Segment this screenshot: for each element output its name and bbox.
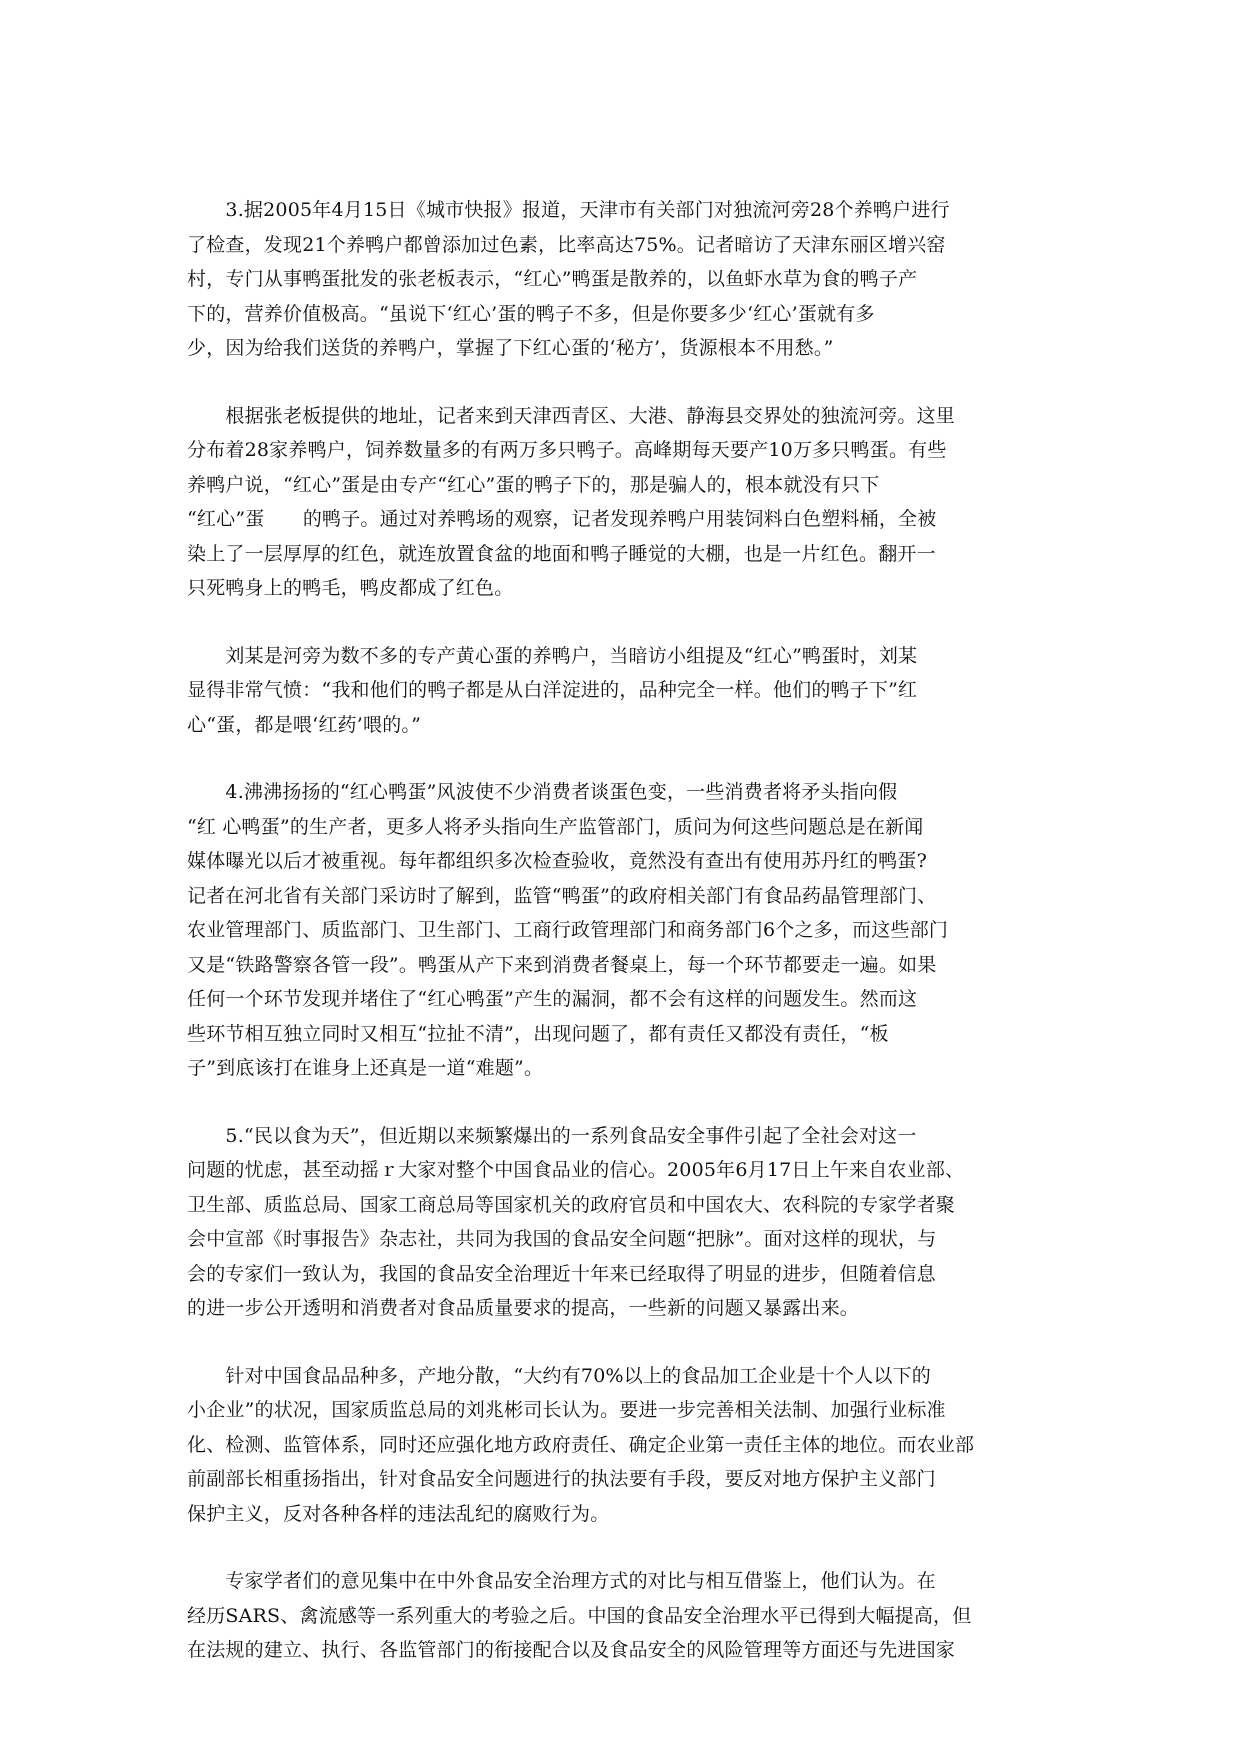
- text-line: 根据张老板提供的地址，记者来到天津西青区、大港、静海县交界处的独流河旁。这里: [187, 404, 956, 427]
- text-line: 染上了一层厚厚的红色，就连放置食盆的地面和鸭子睡觉的大棚，也是一片红色。翻开一: [187, 542, 936, 565]
- paragraph-spacer: [187, 742, 1047, 775]
- text-line: 小企业”的状况，国家质监总局的刘兆彬司长认为。要进一步完善相关法制、加强行业标准: [187, 1399, 946, 1421]
- text-line: 媒体曝光以后才被重视。每年都组织多次检查验收，竟然没有查出有使用苏丹红的鸭蛋?: [187, 850, 927, 872]
- text-line: 显得非常气愤：“我和他们的鸭子都是从白洋淀进的，品种完全一样。他们的鸭子下”红: [187, 679, 918, 701]
- paragraph-food-variety: [187, 1359, 1047, 1532]
- text-line: 保护主义，反对各种各样的违法乱纪的腐败行为。: [187, 1502, 610, 1525]
- paragraph-spacer: [187, 1086, 1047, 1119]
- paragraph-experts: [187, 1564, 1047, 1668]
- text-line: 刘某是河旁为数不多的专产黄心蛋的养鸭户，当暗访小组提及“红心”鸭蛋时，刘某: [187, 644, 918, 667]
- paragraph-zhang-address: [187, 399, 1047, 606]
- text-line: 农业管理部门、质监部门、卫生部门、工商行政管理部门和商务部门6个之多，而这些部门: [187, 919, 949, 941]
- text-line: 些环节相互独立同时又相互“拉扯不清”，出现问题了，都有责任又都没有责任，“板: [187, 1022, 889, 1045]
- text-line: 的进一步公开透明和消费者对食品质量要求的提高，一些新的问题又暴露出来。: [187, 1297, 860, 1319]
- text-line: 5.“民以食为天”，但近期以来频繁爆出的一系列食品安全事件引起了全社会对这一: [187, 1124, 917, 1147]
- text-line: 下的，营养价值极高。“虽说下‘红心’蛋的鸭子不多，但是你要多少‘红心’蛋就有多: [187, 302, 875, 325]
- paragraph-item-4: [187, 775, 1047, 1086]
- paragraph-spacer: [187, 606, 1047, 639]
- text-line: 心“蛋，都是喂‘红药’喂的。”: [187, 713, 422, 736]
- text-line: 在法规的建立、执行、各监管部门的衔接配合以及食品安全的风险管理等方面还与先进国家: [187, 1639, 956, 1661]
- paragraph-spacer: [187, 366, 1047, 399]
- text-line: 化、检测、监管体系，同时还应强化地方政府责任、确定企业第一责任主体的地位。而农业部: [187, 1433, 975, 1456]
- paragraph-item-5: [187, 1119, 1047, 1326]
- text-line: 3.据2005年4月15日《城市快报》报道，天津市有关部门对独流河旁28个养鸭户进行: [187, 199, 950, 221]
- text-line: 任何一个环节发现并堵住了“红心鸭蛋”产生的漏洞，都不会有这样的问题发生。然而这: [187, 988, 918, 1010]
- text-line: 卫生部、质监总局、国家工商总局等国家机关的政府官员和中国农大、农科院的专家学者聚: [187, 1193, 956, 1216]
- text-line: 少，因为给我们送货的养鸭户，掌握了下红心蛋的‘秘方’，货源根本不用愁。”: [187, 337, 834, 359]
- text-line: 只死鸭身上的鸭毛，鸭皮都成了红色。: [187, 577, 514, 599]
- paragraph-item-3: [187, 193, 1047, 366]
- text-line: 子”到底该打在谁身上还真是一道“难题”。: [187, 1057, 544, 1079]
- text-line: 4.沸沸扬扬的“红心鸭蛋”风波使不少消费者谈蛋色变，一些消费者将矛头指向假: [187, 781, 898, 803]
- text-line: 专家学者们的意见集中在中外食品安全治理方式的对比与相互借鉴上，他们认为。在: [187, 1570, 936, 1592]
- document-page: [187, 193, 1047, 1668]
- text-line: 针对中国食品品种多，产地分散，“大约有70%以上的食品加工企业是十个人以下的: [187, 1364, 931, 1387]
- text-line: 前副部长相重扬指出，针对食品安全问题进行的执法要有手段，要反对地方保护主义部门: [187, 1468, 936, 1490]
- paragraph-spacer: [187, 1326, 1047, 1359]
- text-line: 经历SARS、禽流感等一系列重大的考验之后。中国的食品安全治理水平已得到大幅提高，但: [187, 1604, 972, 1627]
- text-line: 记者在河北省有关部门采访时了解到，监管“鸭蛋”的政府相关部门有食品药晶管理部门、: [187, 884, 937, 907]
- text-line: 村，专门从事鸭蛋批发的张老板表示，“红心”鸭蛋是散养的，以鱼虾水草为食的鸭子产: [187, 268, 918, 290]
- text-line: 会中宣部《时事报告》杂志社，共同为我国的食品安全问题“把脉”。面对这样的现状，与: [187, 1228, 937, 1250]
- paragraph-liu: [187, 639, 1047, 743]
- text-line: 又是“铁路警察各管一段”。鸭蛋从产下来到消费者餐桌上，每一个环节都要走一遍。如果: [187, 953, 937, 976]
- text-line: “红心”蛋 的鸭子。通过对养鸭场的观察，记者发现养鸭户用装饲料白色塑料桶，全被: [187, 508, 937, 530]
- text-line: “红 心鸭蛋”的生产者，更多人将矛头指向生产监管部门，质问为何这些问题总是在新闻: [187, 815, 924, 838]
- text-line: 分布着28家养鸭户，饲养数量多的有两万多只鸭子。高峰期每天要产10万多只鸭蛋。有些: [187, 439, 947, 461]
- paragraph-spacer: [187, 1531, 1047, 1564]
- text-line: 问题的忧虑，甚至动摇ｒ大家对整个中国食品业的信心。2005年6月17日上午来自农业部、: [187, 1159, 965, 1181]
- text-line: 了检查，发现21个养鸭户都曾添加过色素，比率高达75%。记者暗访了天津东丽区增兴窑: [187, 233, 946, 256]
- text-line: 会的专家们一致认为，我国的食品安全治理近十年来已经取得了明显的进步，但随着信息: [187, 1262, 936, 1285]
- text-line: 养鸭户说，“红心”蛋是由专产“红心”蛋的鸭子下的，那是骗人的，根本就没有只下: [187, 473, 880, 496]
